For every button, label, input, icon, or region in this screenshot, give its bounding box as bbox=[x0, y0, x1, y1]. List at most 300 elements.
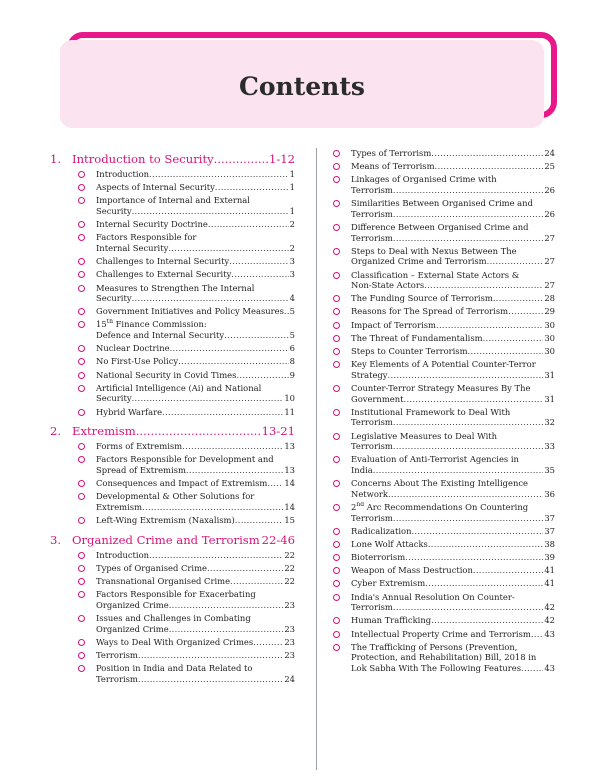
toc-entry-text: Introduction bbox=[96, 549, 150, 560]
toc-entry-text: Institutional Framework to Deal With bbox=[351, 406, 511, 417]
toc-page-number: 5 bbox=[289, 330, 295, 341]
dot-leader bbox=[138, 674, 283, 685]
toc-entry bbox=[333, 478, 555, 499]
toc-page-number: 4 bbox=[289, 293, 295, 304]
toc-entry-text: The Threat of Fundamentalism bbox=[351, 332, 483, 343]
toc-entry bbox=[50, 650, 295, 661]
toc-entry-text: Non-State Actors bbox=[351, 280, 425, 291]
dot-leader bbox=[207, 563, 283, 574]
toc-entry-text: Internal Security Doctrine bbox=[96, 219, 208, 230]
dot-leader bbox=[214, 152, 268, 166]
dot-leader bbox=[208, 219, 289, 230]
toc-entry-text: Intellectual Property Crime and Terrorism bbox=[351, 628, 531, 639]
dot-leader bbox=[483, 333, 544, 344]
circle-bullet-icon bbox=[333, 594, 340, 601]
circle-bullet-icon bbox=[78, 385, 85, 392]
circle-bullet-icon bbox=[78, 665, 85, 672]
toc-page-number: 33 bbox=[544, 441, 555, 452]
toc-entry-text: Human Trafficking bbox=[351, 615, 432, 626]
toc-page-number: 5 bbox=[289, 306, 295, 317]
toc-page-number: 23 bbox=[284, 650, 295, 661]
toc-page-number: 14 bbox=[284, 478, 295, 489]
dot-leader bbox=[393, 233, 543, 244]
circle-bullet-icon bbox=[333, 176, 340, 183]
dot-leader bbox=[428, 539, 544, 550]
circle-bullet-icon bbox=[333, 480, 340, 487]
toc-page-number: 10 bbox=[284, 393, 295, 404]
dot-leader bbox=[393, 209, 543, 220]
toc-page-number: 15 bbox=[284, 515, 295, 526]
circle-bullet-icon bbox=[333, 348, 340, 355]
toc-page-number: 41 bbox=[544, 578, 555, 589]
dot-leader bbox=[403, 394, 543, 405]
toc-page-number: 28 bbox=[544, 293, 555, 304]
dot-leader bbox=[169, 624, 284, 635]
toc-page-number: 42 bbox=[544, 602, 555, 613]
toc-page-number: 31 bbox=[544, 369, 555, 380]
circle-bullet-icon bbox=[78, 639, 85, 646]
toc-entry-text: Developmental & Other Solutions for bbox=[96, 491, 255, 502]
toc-page-number: 37 bbox=[544, 525, 555, 536]
toc-entry-text: Lone Wolf Attacks bbox=[351, 538, 428, 549]
toc-entry bbox=[333, 539, 555, 550]
toc-entry-text: Defence and Internal Security bbox=[96, 330, 225, 341]
toc-entry-text: Radicalization bbox=[351, 525, 412, 536]
toc-page-number: 26 bbox=[544, 208, 555, 219]
dot-leader bbox=[431, 615, 543, 626]
dot-leader bbox=[431, 148, 543, 159]
circle-bullet-icon bbox=[78, 345, 85, 352]
toc-entry bbox=[50, 269, 295, 280]
toc-entry-text: Ways to Deal With Organized Crimes bbox=[96, 636, 254, 647]
toc-entry bbox=[333, 383, 555, 404]
toc-entry-text: Terrorism bbox=[96, 650, 138, 661]
toc-page-number: 42 bbox=[544, 615, 555, 626]
toc-entry-text: Legislative Measures to Deal With bbox=[351, 430, 498, 441]
chapter-number: 3. bbox=[50, 532, 62, 547]
toc-entry bbox=[50, 169, 295, 180]
toc-entry-text: 15th Finance Commission: bbox=[96, 319, 207, 330]
circle-bullet-icon bbox=[78, 321, 85, 328]
toc-entry-text: Spread of Extremism bbox=[96, 464, 186, 475]
toc-right-column bbox=[333, 148, 555, 676]
toc-entry bbox=[50, 515, 295, 526]
dot-leader bbox=[393, 441, 543, 452]
circle-bullet-icon bbox=[333, 163, 340, 170]
toc-entry bbox=[333, 174, 555, 195]
circle-bullet-icon bbox=[78, 358, 85, 365]
toc-entry bbox=[333, 320, 555, 331]
toc-entry-text: Terrorism bbox=[351, 417, 393, 428]
circle-bullet-icon bbox=[333, 409, 340, 416]
toc-entry-text: Organized Crime and Terrorism bbox=[351, 256, 487, 267]
toc-entry-text: India bbox=[351, 464, 373, 475]
circle-bullet-icon bbox=[78, 456, 85, 463]
toc-entry bbox=[333, 246, 555, 267]
circle-bullet-icon bbox=[333, 554, 340, 561]
dot-leader bbox=[132, 293, 289, 304]
dot-leader bbox=[170, 343, 289, 354]
toc-page-number: 23 bbox=[284, 636, 295, 647]
dot-leader bbox=[149, 169, 289, 180]
toc-entry-text: Terrorism bbox=[351, 184, 393, 195]
toc-entry-text: Measures to Strengthen The Internal bbox=[96, 282, 255, 293]
dot-leader bbox=[508, 306, 543, 317]
dot-leader bbox=[388, 370, 544, 381]
toc-page-number: 14 bbox=[284, 501, 295, 512]
circle-bullet-icon bbox=[333, 295, 340, 302]
circle-bullet-icon bbox=[333, 385, 340, 392]
circle-bullet-icon bbox=[78, 184, 85, 191]
dot-leader bbox=[267, 478, 283, 489]
circle-bullet-icon bbox=[333, 567, 340, 574]
dot-leader bbox=[436, 320, 543, 331]
chapter-title: Introduction to Security bbox=[72, 152, 214, 166]
toc-page-number: 3 bbox=[289, 256, 295, 267]
toc-entry bbox=[50, 563, 295, 574]
dot-leader bbox=[178, 356, 289, 367]
toc-page-number: 27 bbox=[544, 256, 555, 267]
toc-left-column bbox=[50, 148, 295, 687]
toc-page-number: 1 bbox=[289, 182, 295, 193]
toc-entry bbox=[50, 663, 295, 684]
chapter-page-range: 1-12 bbox=[268, 152, 295, 166]
dot-leader bbox=[531, 629, 544, 640]
toc-entry bbox=[333, 615, 555, 626]
dot-leader bbox=[215, 182, 289, 193]
toc-page-number: 36 bbox=[544, 488, 555, 499]
toc-entry bbox=[50, 550, 295, 561]
toc-entry bbox=[333, 346, 555, 357]
dot-leader bbox=[136, 424, 261, 438]
toc-page-number: 41 bbox=[544, 565, 555, 576]
toc-entry-text: Concerns About The Existing Intelligence bbox=[351, 478, 529, 489]
toc-entry-text: Network bbox=[351, 488, 388, 499]
toc-entry-text: Types of Organised Crime bbox=[96, 562, 207, 573]
dot-leader bbox=[473, 565, 543, 576]
toc-entry-text: Consequences and Impact of Extremism bbox=[96, 478, 268, 489]
dot-leader bbox=[236, 370, 288, 381]
circle-bullet-icon bbox=[333, 335, 340, 342]
chapter-heading bbox=[50, 424, 295, 438]
circle-bullet-icon bbox=[333, 272, 340, 279]
toc-entry bbox=[333, 407, 555, 428]
circle-bullet-icon bbox=[333, 504, 340, 511]
chapter-heading bbox=[50, 533, 295, 547]
dot-leader bbox=[132, 206, 289, 217]
chapter-number: 2. bbox=[50, 424, 62, 439]
dot-leader bbox=[435, 161, 544, 172]
circle-bullet-icon bbox=[333, 308, 340, 315]
circle-bullet-icon bbox=[333, 528, 340, 535]
toc-entry-text: Counter-Terror Strategy Measures By The bbox=[351, 383, 531, 393]
toc-entry-text: Protection, and Rehabilitation) Bill, 2018 in bbox=[351, 652, 537, 663]
toc-entry-text: Position in India and Data Related to bbox=[96, 663, 253, 674]
toc-page-number: 27 bbox=[544, 232, 555, 243]
toc-entry bbox=[333, 306, 555, 317]
toc-entry-text: No First-Use Policy bbox=[96, 356, 179, 367]
circle-bullet-icon bbox=[78, 480, 85, 487]
circle-bullet-icon bbox=[78, 493, 85, 500]
toc-entry-text: Similarities Between Organised Crime and bbox=[351, 198, 533, 209]
toc-entry bbox=[333, 293, 555, 304]
circle-bullet-icon bbox=[333, 456, 340, 463]
circle-bullet-icon bbox=[333, 631, 340, 638]
toc-page-number: 26 bbox=[544, 184, 555, 195]
toc-entry-text: Government Initiatives and Policy Measures bbox=[96, 306, 284, 317]
circle-bullet-icon bbox=[333, 433, 340, 440]
toc-entry bbox=[50, 306, 295, 317]
circle-bullet-icon bbox=[333, 200, 340, 207]
toc-page-number: 3 bbox=[289, 269, 295, 280]
toc-entry-text: Artificial Intelligence (Ai) and National bbox=[96, 382, 262, 393]
toc-entry-text: Factors Responsible for bbox=[96, 232, 197, 243]
circle-bullet-icon bbox=[78, 615, 85, 622]
toc-entry-text: Issues and Challenges in Combating bbox=[96, 613, 251, 624]
toc-entry-text: Terrorism bbox=[96, 673, 138, 684]
chapter-title: Organized Crime and Terrorism bbox=[72, 532, 260, 547]
circle-bullet-icon bbox=[333, 541, 340, 548]
circle-bullet-icon bbox=[333, 150, 340, 157]
circle-bullet-icon bbox=[78, 258, 85, 265]
toc-entry-text: Hybrid Warfare bbox=[96, 406, 163, 417]
dot-leader bbox=[487, 256, 544, 267]
circle-bullet-icon bbox=[78, 652, 85, 659]
toc-entry bbox=[50, 195, 295, 216]
toc-entry bbox=[333, 222, 555, 243]
circle-bullet-icon bbox=[333, 322, 340, 329]
toc-entry-text: Forms of Extremism bbox=[96, 441, 183, 452]
toc-entry bbox=[50, 319, 295, 340]
toc-page-number: 23 bbox=[284, 623, 295, 634]
toc-page-number: 43 bbox=[544, 628, 555, 639]
toc-page-number: 13 bbox=[284, 441, 295, 452]
toc-entry-text: Left-Wing Extremism (Naxalism) bbox=[96, 515, 235, 526]
circle-bullet-icon bbox=[78, 197, 85, 204]
toc-entry-text: Weapon of Mass Destruction bbox=[351, 565, 473, 576]
toc-entry-text: Security bbox=[96, 205, 132, 216]
toc-entry-text: Steps to Counter Terrorism bbox=[351, 346, 468, 357]
dot-leader bbox=[168, 243, 288, 254]
dot-leader bbox=[138, 650, 283, 661]
toc-entry-text: Terrorism bbox=[351, 602, 393, 613]
toc-entry bbox=[333, 642, 555, 674]
dot-leader bbox=[229, 256, 288, 267]
toc-entry bbox=[50, 491, 295, 512]
toc-page-number: 27 bbox=[544, 280, 555, 291]
toc-entry-text: Aspects of Internal Security bbox=[96, 182, 215, 193]
toc-entry bbox=[50, 454, 295, 475]
circle-bullet-icon bbox=[78, 565, 85, 572]
toc-page-number: 22 bbox=[284, 562, 295, 573]
toc-entry-text: 2nd Arc Recommendations On Countering bbox=[351, 501, 529, 512]
toc-page-number: 1 bbox=[289, 205, 295, 216]
page-title: Contents bbox=[238, 72, 365, 101]
toc-entry-text: Terrorism bbox=[351, 441, 393, 452]
dot-leader bbox=[149, 550, 283, 561]
toc-page-number: 23 bbox=[284, 599, 295, 610]
toc-entry-text: Reasons for The Spread of Terrorism bbox=[351, 306, 509, 317]
circle-bullet-icon bbox=[78, 234, 85, 241]
toc-page-number: 24 bbox=[284, 673, 295, 684]
toc-page-number: 13 bbox=[284, 464, 295, 475]
toc-entry-text: Challenges to External Security bbox=[96, 269, 232, 280]
circle-bullet-icon bbox=[78, 308, 85, 315]
dot-leader bbox=[182, 441, 283, 452]
chapter-page-range: 22-46 bbox=[261, 532, 295, 547]
toc-entry-text: Terrorism bbox=[351, 208, 393, 219]
toc-entry-text: Classification – External State Actors & bbox=[351, 269, 520, 280]
toc-entry bbox=[50, 576, 295, 587]
dot-leader bbox=[162, 407, 283, 418]
toc-page-number: 22 bbox=[284, 549, 295, 560]
toc-entry-text: Lok Sabha With The Following Features bbox=[351, 662, 522, 673]
toc-entry bbox=[333, 526, 555, 537]
circle-bullet-icon bbox=[333, 224, 340, 231]
circle-bullet-icon bbox=[333, 644, 340, 651]
chapter-number: 1. bbox=[50, 152, 62, 166]
circle-bullet-icon bbox=[333, 361, 340, 368]
toc-page-number: 43 bbox=[544, 662, 555, 673]
toc-page-number: 30 bbox=[544, 346, 555, 357]
chapter-page-range: 13-21 bbox=[261, 424, 295, 439]
circle-bullet-icon bbox=[78, 372, 85, 379]
toc-page-number: 2 bbox=[289, 242, 295, 253]
dot-leader bbox=[393, 185, 543, 196]
toc-entry bbox=[333, 431, 555, 452]
dot-leader bbox=[231, 269, 288, 280]
dot-leader bbox=[493, 293, 544, 304]
toc-entry bbox=[333, 161, 555, 172]
toc-page-number: 32 bbox=[544, 417, 555, 428]
toc-entry-text: India's Annual Resolution On Counter- bbox=[351, 591, 515, 602]
toc-entry-text: Means of Terrorism bbox=[351, 161, 435, 172]
chapter-title: Extremism bbox=[72, 424, 136, 439]
toc-entry-text: Extremism bbox=[96, 501, 143, 512]
dot-leader bbox=[405, 552, 543, 563]
toc-entry-text: Key Elements of A Potential Counter-Terror bbox=[351, 359, 536, 370]
dot-leader bbox=[393, 513, 543, 524]
toc-entry bbox=[333, 148, 555, 159]
circle-bullet-icon bbox=[333, 580, 340, 587]
toc-entry bbox=[333, 502, 555, 523]
dot-leader bbox=[388, 489, 543, 500]
toc-page-number: 38 bbox=[544, 538, 555, 549]
toc-entry bbox=[50, 637, 295, 648]
toc-entry-text: Introduction bbox=[96, 169, 150, 179]
toc-entry bbox=[333, 578, 555, 589]
toc-entry-text: Types of Terrorism bbox=[351, 148, 432, 158]
toc-page-number: 22 bbox=[284, 576, 295, 587]
toc-entry-text: Organized Crime bbox=[96, 623, 169, 634]
toc-entry bbox=[50, 370, 295, 381]
toc-entry bbox=[333, 629, 555, 640]
toc-entry bbox=[333, 592, 555, 613]
toc-entry bbox=[50, 441, 295, 452]
toc-entry bbox=[50, 613, 295, 634]
toc-entry-text: Security bbox=[96, 393, 132, 404]
toc-entry-text: Impact of Terrorism bbox=[351, 319, 436, 330]
dot-leader bbox=[235, 515, 284, 526]
circle-bullet-icon bbox=[78, 578, 85, 585]
toc-page-number: 39 bbox=[544, 552, 555, 563]
dot-leader bbox=[373, 465, 544, 476]
toc-page-number: 30 bbox=[544, 319, 555, 330]
circle-bullet-icon bbox=[78, 171, 85, 178]
toc-page-number: 9 bbox=[289, 369, 295, 380]
circle-bullet-icon bbox=[78, 221, 85, 228]
toc-entry-text: Factors Responsible for Exacerbating bbox=[96, 589, 256, 600]
toc-entry bbox=[333, 359, 555, 380]
toc-page-number: 6 bbox=[289, 343, 295, 354]
circle-bullet-icon bbox=[78, 285, 85, 292]
toc-entry-text: Difference Between Organised Crime and bbox=[351, 221, 529, 232]
toc-entry-text: Transnational Organised Crime bbox=[96, 576, 231, 587]
toc-entry-text: Challenges to Internal Security bbox=[96, 256, 230, 267]
toc-entry bbox=[50, 589, 295, 610]
toc-entry bbox=[50, 478, 295, 489]
dot-leader bbox=[230, 576, 283, 587]
toc-page-number: 37 bbox=[544, 512, 555, 523]
dot-leader bbox=[142, 502, 283, 513]
toc-page-number: 24 bbox=[544, 148, 555, 158]
toc-entry-text: Internal Security bbox=[96, 242, 169, 253]
toc-entry bbox=[50, 182, 295, 193]
toc-page-number: 30 bbox=[544, 332, 555, 343]
toc-entry bbox=[333, 198, 555, 219]
dot-leader bbox=[425, 578, 543, 589]
column-divider bbox=[316, 148, 317, 770]
toc-page-number: 8 bbox=[289, 356, 295, 367]
dot-leader bbox=[424, 280, 543, 291]
toc-entry bbox=[50, 219, 295, 230]
dot-leader bbox=[411, 526, 543, 537]
toc-entry bbox=[333, 552, 555, 563]
toc-entry-text: The Funding Source of Terrorism bbox=[351, 293, 493, 304]
toc-entry bbox=[50, 256, 295, 267]
dot-leader bbox=[132, 393, 284, 404]
toc-page-number: 31 bbox=[544, 393, 555, 404]
toc-entry bbox=[333, 454, 555, 475]
toc-entry bbox=[50, 232, 295, 253]
circle-bullet-icon bbox=[78, 409, 85, 416]
toc-entry bbox=[50, 356, 295, 367]
toc-entry bbox=[333, 565, 555, 576]
circle-bullet-icon bbox=[333, 617, 340, 624]
toc-entry-text: Nuclear Doctrine bbox=[96, 343, 170, 354]
circle-bullet-icon bbox=[78, 443, 85, 450]
toc-entry bbox=[50, 383, 295, 404]
toc-entry-text: Factors Responsible for Development and bbox=[96, 454, 274, 465]
toc-page-number: 2 bbox=[289, 219, 295, 230]
circle-bullet-icon bbox=[78, 271, 85, 278]
toc-entry-text: National Security in Covid Times bbox=[96, 369, 237, 380]
dot-leader bbox=[393, 417, 543, 428]
toc-page-number: 1 bbox=[289, 169, 295, 179]
toc-page-number: 35 bbox=[544, 464, 555, 475]
dot-leader bbox=[393, 602, 543, 613]
circle-bullet-icon bbox=[78, 552, 85, 559]
dot-leader bbox=[253, 637, 283, 648]
toc-entry-text: Evaluation of Anti-Terrorist Agencies in bbox=[351, 454, 519, 465]
toc-entry-text: Steps to Deal with Nexus Between The bbox=[351, 245, 517, 256]
dot-leader bbox=[224, 330, 289, 341]
toc-entry bbox=[50, 343, 295, 354]
dot-leader bbox=[186, 465, 283, 476]
toc-entry-text: Cyber Extremism bbox=[351, 578, 426, 589]
toc-entry-text: Bioterrorism bbox=[351, 552, 406, 563]
dot-leader bbox=[169, 600, 284, 611]
